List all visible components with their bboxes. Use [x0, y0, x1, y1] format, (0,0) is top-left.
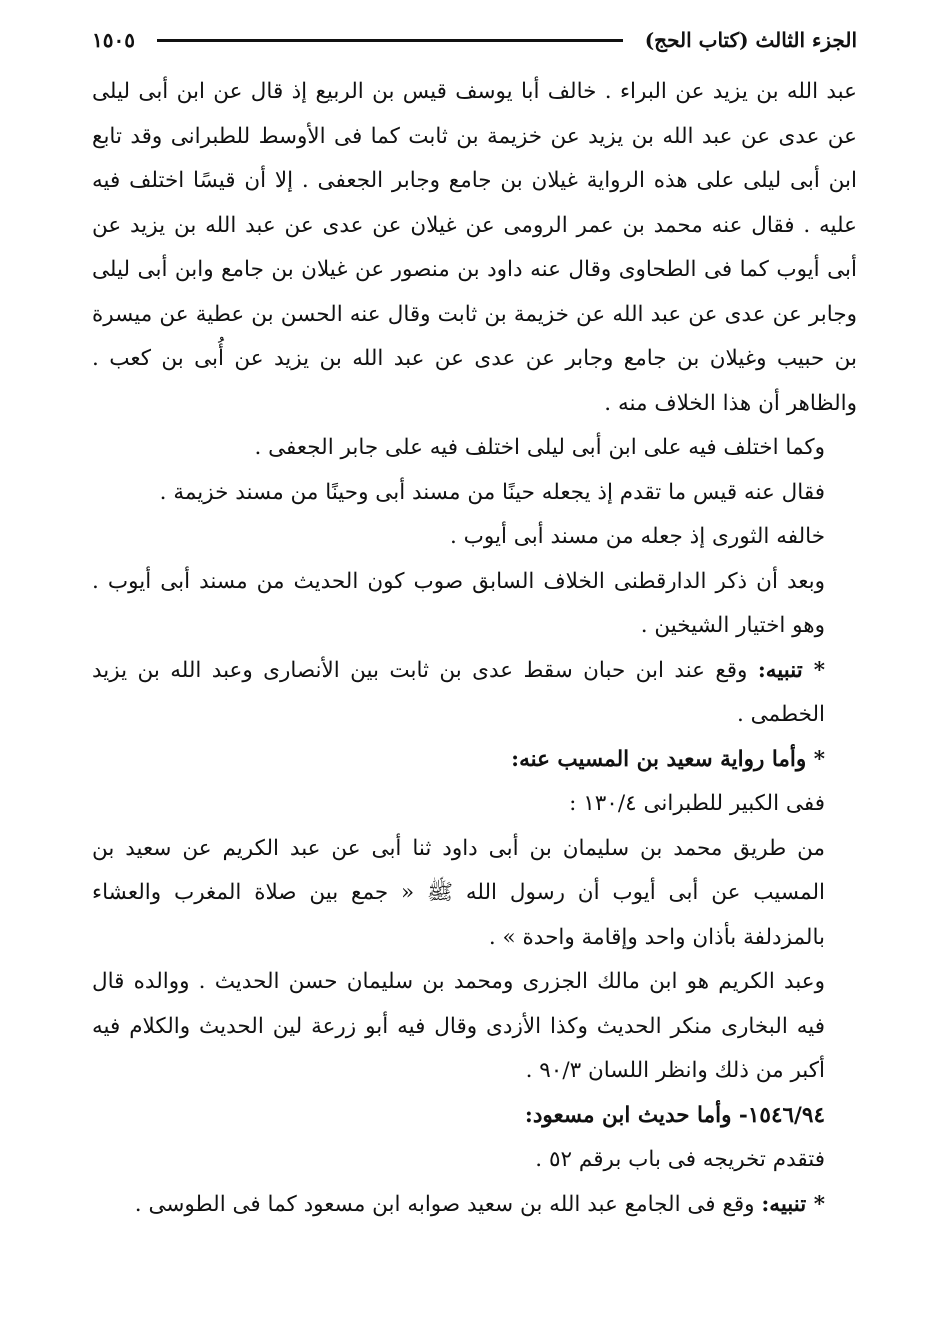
note-jami-correction — [92, 1183, 857, 1228]
paragraph-jabir-disagreement: وكما اختلف فيه على ابن أبى ليلى اختلف فيه على جابر الجعفى . — [254, 435, 825, 460]
page-number: ١٥٠٥ — [92, 28, 135, 52]
note-label: * تنبيه: — [761, 1191, 825, 1217]
paragraph-hadith-text: من طريق محمد بن سليمان بن أبى داود ثنا أبى عن عبد الكريم عن سعيد بن المسيب عن أبى أيوب أن رسول الله ﷺ « جمع بين صلاة المغرب والعشاء بالمزدلفة بأذان واحد وإقامة واحدة » . — [92, 835, 825, 950]
paragraph-daraqutni-verdict: وبعد أن ذكر الدارقطنى الخلاف السابق صوب كون الحديث من مسند أبى أيوب . وهو اختيار الشيخين . — [92, 568, 825, 638]
section-heading-ibn-masud: ١٥٤٦/٩٤- وأما حديث ابن مسعود: — [524, 1102, 825, 1128]
header-rule — [157, 39, 623, 42]
paragraph-isnad-discussion: عبد الله بن يزيد عن البراء . خالف أبا يوسف قيس بن الربيع إذ قال عن ابن أبى ليلى عن عدى عن عبد الله بن يزيد عن خزيمة بن ثابت كما فى الأوسط للطبرانى وقد تابع ابن أبى ليلى على هذه الرواية غيلان بن جامع وجابر الجعفى . إلا أن قيسًا اختلف فيه عليه . فقال عنه محمد بن عمر الرومى عن غيلان عن عدى عن عبد الله بن يزيد عن أبى أيوب كما فى الطحاوى وقال عنه داود بن منصور عن غيلان بن جامع وابن أبى ليلى وجابر عن عدى عن عبد الله عن خزيمة بن ثابت وقال عنه الحسن بن عطية عن ميسرة بن حبيب وغيلان بن جامع وجابر عن عدى عن عبد الله بن يزيد عن أُبى بن كعب . والظاهر أن هذا الخلاف منه . — [92, 79, 857, 416]
page-header — [92, 22, 857, 58]
page-body — [92, 70, 857, 1227]
paragraph-narrator-assessment: وعبد الكريم هو ابن مالك الجزرى ومحمد بن سليمان حسن الحديث . ووالده قال فيه البخارى منكر الحديث وكذا الأزدى وقال فيه أبو زرعة لين الحديث والكلام فيه أكبر من ذلك وانظر اللسان ٩٠/٣ . — [92, 969, 825, 1083]
paragraph-cross-reference: فتقدم تخريجه فى باب برقم ٥٢ . — [535, 1147, 825, 1172]
note-ibn-hibban — [92, 649, 857, 738]
section-heading-ibn-al-musayyib: * وأما رواية سعيد بن المسيب عنه: — [511, 746, 825, 772]
paragraph-thawri-narration: خالفه الثورى إذ جعله من مسند أبى أيوب . — [449, 524, 825, 549]
note-label: * تنبيه: — [757, 657, 825, 683]
note-text: وقع فى الجامع عبد الله بن سعيد صوابه ابن مسعود كما فى الطوسى . — [134, 1191, 755, 1217]
paragraph-qays-narration: فقال عنه قيس ما تقدم إذ يجعله حينًا من مسند أبى وحينًا من مسند خزيمة . — [159, 479, 825, 505]
note-text: وقع عند ابن حبان سقط عدى بن ثابت بين الأنصارى وعبد الله بن يزيد الخطمى . — [92, 657, 825, 727]
paragraph-kabir-reference: ففى الكبير للطبرانى ١٣٠/٤ : — [569, 791, 825, 816]
running-title: الجزء الثالث (كتاب الحج) — [644, 28, 857, 52]
